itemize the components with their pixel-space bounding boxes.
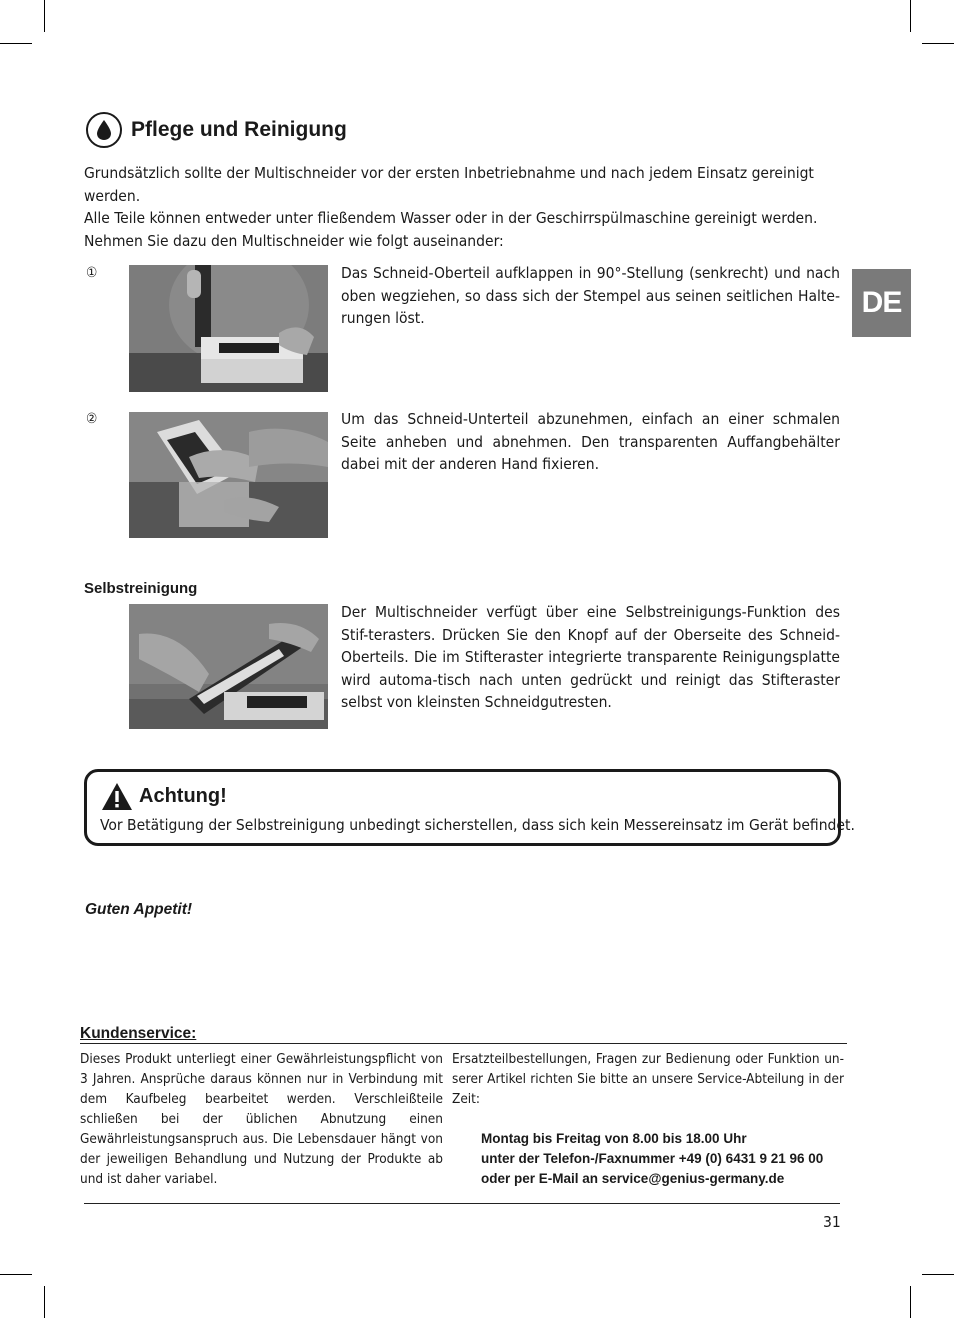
step-number: ② <box>86 411 98 427</box>
section-header <box>86 112 347 148</box>
crop-mark <box>910 1286 911 1318</box>
intro-line: Grundsätzlich sollte der Multischneider vor der ersten Inbetriebnahme und nach jedem Einsatz gereinigt werden. <box>84 164 814 205</box>
water-drop-icon <box>86 112 122 148</box>
hours-line: Montag bis Freitag von 8.00 bis 18.00 Uhr <box>481 1131 747 1146</box>
crop-mark <box>0 43 32 44</box>
crop-mark <box>0 1274 32 1275</box>
section-title: Pflege und Reinigung <box>131 118 347 141</box>
step-2-text: Um das Schneid-Unterteil abzunehmen, einfach an einer schmalen Seite anheben und abnehmen. Den transparenten Auffangbehälter dabei mit der anderen Hand fixieren. <box>341 410 840 473</box>
customer-service-heading: Kundenservice: <box>80 1025 197 1042</box>
step-1-photo <box>129 265 328 392</box>
crop-mark <box>44 1286 45 1318</box>
warning-title: Achtung! <box>139 785 227 807</box>
crop-mark <box>910 0 911 32</box>
self-cleaning-text: Der Multischneider verfügt über eine Selbstreinigungs-Funktion des Stif-terasters. Drücken Sie den Knopf auf der Oberseite des Schneid-Oberteils. Die im Stifteraster integrierte transparente Reinigungsplatte wird automa-tisch nach unten gedrückt und reinigt das Stifteraster selbst von kleinsten Schneidgutresten. <box>341 603 840 711</box>
crop-mark <box>922 1274 954 1275</box>
service-hours <box>481 1129 823 1189</box>
intro-line: Alle Teile können entweder unter fließendem Wasser oder in der Geschirrspülmaschine gereinigt werden. <box>84 209 818 227</box>
crop-mark <box>44 0 45 32</box>
warning-box <box>84 769 855 846</box>
intro-line: Nehmen Sie dazu den Multischneider wie folgt auseinander: <box>84 231 504 250</box>
warning-header <box>101 782 227 811</box>
divider <box>80 1043 847 1044</box>
email-line: oder per E-Mail an service@genius-germany.de <box>481 1171 785 1186</box>
closing-text: Guten Appetit! <box>85 901 193 918</box>
self-cleaning-heading: Selbstreinigung <box>84 580 198 597</box>
page-number: 31 <box>823 1213 841 1231</box>
warning-triangle-icon <box>101 782 133 811</box>
step-number: ① <box>86 265 98 281</box>
footer-divider <box>84 1203 840 1204</box>
self-cleaning-photo <box>129 604 328 729</box>
step-1-text: Das Schneid-Oberteil aufklappen in 90°-Stellung (senkrecht) und nach oben wegziehen, so dass sich der Stempel aus seinen seitlichen Halte-rungen löst. <box>341 264 840 327</box>
step-2-photo <box>129 412 328 538</box>
service-text: Ersatzteilbestellungen, Fragen zur Bedienung oder Funktion un-serer Artikel richten Sie bitte an unsere Service-Abteilung in der Zeit: <box>452 1051 844 1107</box>
warning-text: Vor Betätigung der Selbstreinigung unbedingt sicherstellen, dass sich kein Messereinsatz im Gerät befindet. <box>100 816 855 834</box>
crop-mark <box>922 43 954 44</box>
language-tab: DE <box>852 269 911 337</box>
intro-paragraph <box>84 162 844 252</box>
warranty-text: Dieses Produkt unterliegt einer Gewährleistungspflicht von 3 Jahren. Ansprüche daraus können nur in Verbindung mit dem Kaufbeleg bearbeitet werden. Verschleißteile schließen bei der üblichen Abnutzung einen Gewährleistungsanspruch aus. Die Lebensdauer hängt von der jeweiligen Behandlung und Nutzung der Produkte ab und ist daher variabel. <box>80 1051 443 1187</box>
phone-line: unter der Telefon-/Faxnummer +49 (0) 6431 9 21 96 00 <box>481 1151 824 1166</box>
